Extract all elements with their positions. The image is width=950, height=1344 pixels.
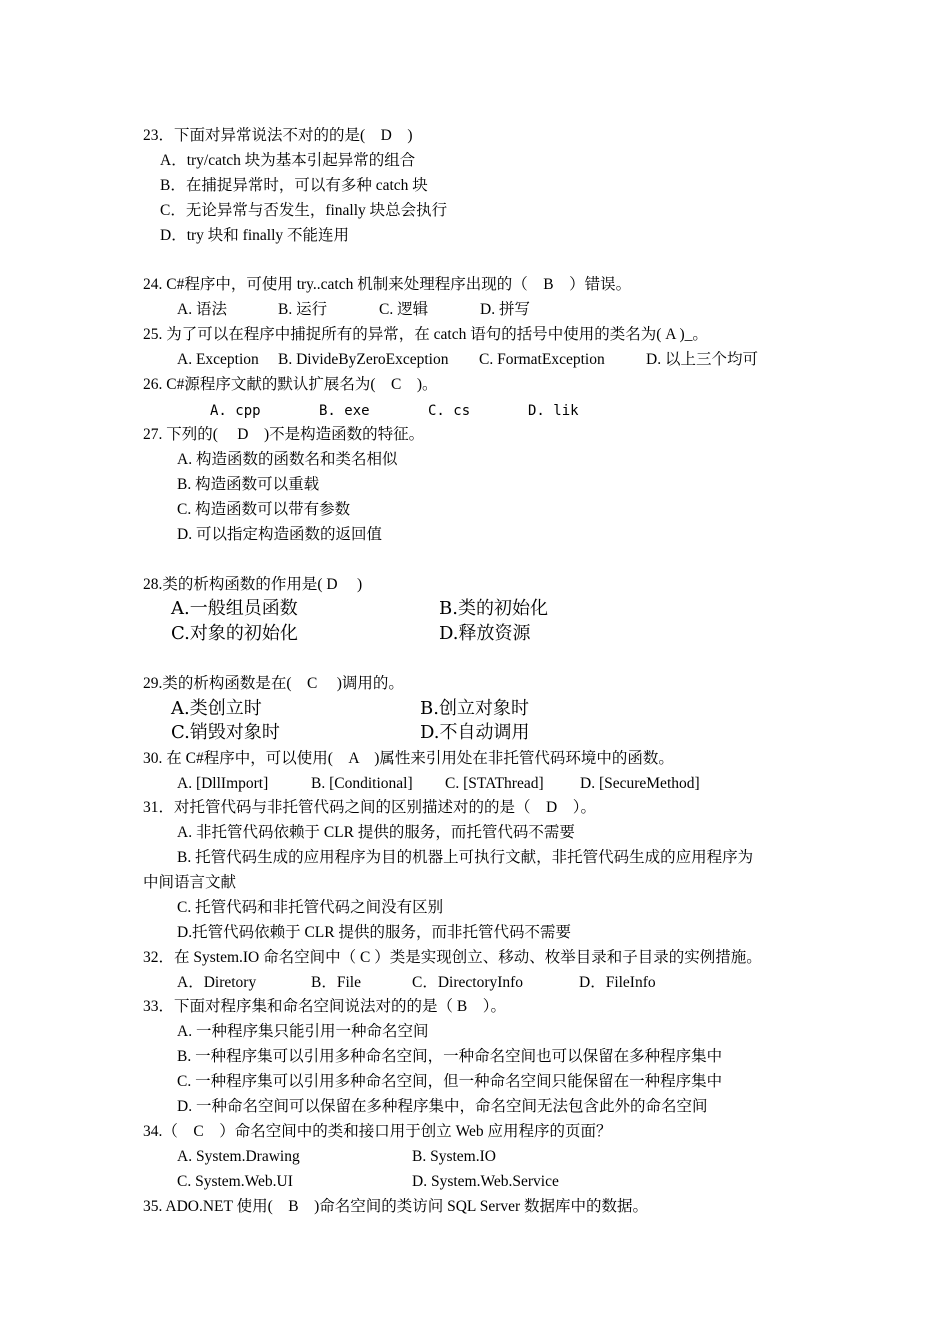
question-28-stem: 28.类的析构函数的作用是( D ) [143,576,363,593]
question-27-stem: 27. 下列的( D )不是构造函数的特征。 [143,426,425,443]
question-34-option-d: D. System.Web.Service [412,1173,559,1190]
question-29-option-b: B.创立对象时 [420,698,529,719]
question-29-stem: 29.类的析构函数是在( C )调用的。 [143,675,404,692]
question-33-option-a: A. 一种程序集只能引用一种命名空间 [177,1023,429,1040]
question-33-stem: 33．下面对程序集和命名空间说法对的的是（ B ）。 [143,998,506,1015]
question-25-stem: 25. 为了可以在程序中捕捉所有的异常，在 catch 语句的括号中使用的类名为( A )_。 [143,326,708,343]
question-26-option-d: D. lik [528,403,579,419]
question-30-stem: 30. 在 C#程序中，可以使用( A )属性来引用处在非托管代码环境中的函数。 [143,750,674,767]
question-23-stem: 23．下面对异常说法不对的的是( D ) [143,127,413,144]
question-34-option-a: A. System.Drawing [177,1148,300,1165]
question-32-option-b: B．File [311,974,361,991]
question-24-option-a: A. 语法 [177,301,227,318]
question-25-option-b: B. DivideByZeroException [278,351,449,368]
question-26-option-b: B. exe [319,403,370,419]
question-29-option-d: D.不自动调用 [420,722,530,743]
question-28-option-b: B.类的初始化 [439,598,548,619]
question-30-option-c: C. [STAThread] [445,775,544,792]
question-26-stem: 26. C#源程序文献的默认扩展名为( C )。 [143,376,438,393]
question-31-option-c: C. 托管代码和非托管代码之间没有区别 [177,899,444,916]
question-27-option-c: C. 构造函数可以带有参数 [177,501,351,518]
question-32-option-a: A．Diretory [177,974,257,991]
question-25-option-c: C. FormatException [479,351,605,368]
question-28-option-a: A.一般组员函数 [171,598,298,619]
question-31-stem: 31．对托管代码与非托管代码之间的区别描述对的的是（ D ）。 [143,799,596,816]
question-34-option-b: B. System.IO [412,1148,496,1165]
question-30-option-d: D. [SecureMethod] [580,775,700,792]
question-25-option-d: D. 以上三个均可 [646,351,758,368]
question-27-option-b: B. 构造函数可以重载 [177,476,320,493]
question-33-option-b: B. 一种程序集可以引用多种命名空间，一种命名空间也可以保留在多种程序集中 [177,1048,723,1065]
question-27-option-a: A. 构造函数的函数名和类名相似 [177,451,398,468]
question-23-option-a: A．try/catch 块为基本引起异常的组合 [160,152,416,169]
question-23-option-b: B．在捕捉异常时，可以有多种 catch 块 [160,177,428,194]
question-23-option-d: D．try 块和 finally 不能连用 [160,227,349,244]
question-27-option-d: D. 可以指定构造函数的返回值 [177,526,382,543]
question-31-option-a: A. 非托管代码依赖于 CLR 提供的服务，而托管代码不需要 [177,824,575,841]
question-31-option-d: D.托管代码依赖于 CLR 提供的服务，而非托管代码不需要 [177,924,571,941]
question-28-option-d: D.释放资源 [439,623,531,644]
question-32-stem: 32．在 System.IO 命名空间中（ C ）类是实现创立、移动、枚举目录和子目录的实例措施。 [143,949,762,966]
question-33-option-c: C. 一种程序集可以引用多种命名空间，但一种命名空间只能保留在一种程序集中 [177,1073,723,1090]
question-30-option-b: B. [Conditional] [311,775,413,792]
question-33-option-d: D. 一种命名空间可以保留在多种程序集中，命名空间无法包含此外的命名空间 [177,1098,708,1115]
question-34-stem: 34.（ C ）命名空间中的类和接口用于创立 Web 应用程序的页面？ [143,1123,612,1140]
question-24-option-b: B. 运行 [278,301,328,318]
question-24-option-d: D. 拼写 [480,301,530,318]
question-24-option-c: C. 逻辑 [379,301,429,318]
question-25-option-a: A. Exception [177,351,259,368]
question-26-option-a: A. cpp [210,403,261,419]
question-34-option-c: C. System.Web.UI [177,1173,293,1190]
question-24-stem: 24. C#程序中，可使用 try..catch 机制来处理程序出现的（ B ）错误。 [143,276,632,293]
question-31-option-b-line1: B. 托管代码生成的应用程序为目的机器上可执行文献，非托管代码生成的应用程序为 [177,849,754,866]
question-29-option-c: C.销毁对象时 [171,722,280,743]
question-31-option-b-line2: 中间语言文献 [143,874,237,891]
question-30-option-a: A. [DllImport] [177,775,269,792]
question-26-option-c: C. cs [428,403,471,419]
question-32-option-c: C．DirectoryInfo [412,974,524,991]
question-32-option-d: D．FileInfo [579,974,656,991]
question-23-option-c: C．无论异常与否发生，finally 块总会执行 [160,202,448,219]
question-35-stem: 35. ADO.NET 使用( B )命名空间的类访问 SQL Server 数据库中的数据。 [143,1198,649,1215]
question-28-option-c: C.对象的初始化 [171,623,298,644]
question-29-option-a: A.类创立时 [171,698,262,719]
